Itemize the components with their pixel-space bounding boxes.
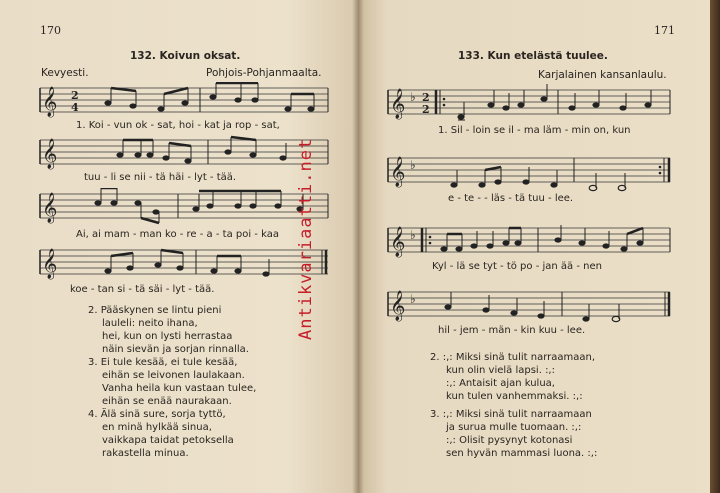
verse-line: kun tulen vanhemmaksi. :,: [446,391,583,402]
lyric-line: e - te - - läs - tä tuu - lee. [448,193,574,204]
song-title: 133. Kun etelästä tuulee. [458,50,608,62]
page-number: 170 [40,24,61,37]
verse-line: 3. :,: Miksi sinä tulit narraamaan [430,409,592,420]
svg-text:2: 2 [422,103,430,116]
lyric-line: Kyl - lä se tyt - tö po - jan ää - nen [432,261,602,272]
book-gutter [352,0,364,493]
verse-block [88,304,249,356]
treble-clef-icon: 𝄞 [390,291,406,321]
verse-line: 4. Älä sinä sure, sorja tyttö, [88,409,226,420]
music-staff [386,84,676,122]
treble-clef-icon: 𝄞 [390,227,406,257]
flat-icon: ♭ [410,292,416,306]
verse-line: rakastella minua. [102,448,189,459]
verse-block [88,408,234,460]
treble-clef-icon: 𝄞 [42,87,58,117]
lyric-line: Ai, ai mam - man ko - re - a - ta poi - kaa [76,229,279,240]
lyric-line: koe - tan si - tä säi - lyt - tää. [70,284,215,295]
svg-text:4: 4 [71,101,79,114]
music-staff [38,134,330,172]
flat-icon: ♭ [410,158,416,172]
verse-line: kun olin vielä lapsi. :,: [446,365,555,376]
verse-line: eihän se leivonen laulakaan. [102,370,245,381]
treble-clef-icon: 𝄞 [42,249,58,279]
left-page [0,0,358,493]
music-staff [38,244,330,282]
book-edge [710,0,720,493]
lyric-line: 1. Sil - loin se il - ma läm - min on, kun [438,125,631,136]
verse-line: ja surua mulle tuomaan. :,: [446,422,582,433]
song-origin: Pohjois-Pohjanmaalta. [206,67,322,79]
treble-clef-icon: 𝄞 [390,157,406,187]
right-page [358,0,720,493]
verse-line: 2. :,: Miksi sinä tulit narraamaan, [430,352,596,363]
music-staff [386,286,676,326]
verse-line: en minä hylkää sinua, [102,422,212,433]
music-staff [386,152,676,192]
verse-line: sen hyvän mammasi luona. :,: [446,448,598,459]
verse-line: :,: Olisit pysynyt kotonasi [446,435,573,446]
music-staff [386,222,676,260]
treble-clef-icon: 𝄞 [42,139,58,169]
verse-line: 3. Ei tule kesää, ei tule kesää, [88,357,238,368]
verse-block [88,356,256,408]
svg-text:2: 2 [71,89,79,102]
treble-clef-icon: 𝄞 [390,89,406,119]
song-title: 132. Koivun oksat. [130,50,241,62]
verse-block [430,351,595,403]
lyric-line: hil - jem - män - kin kuu - lee. [438,325,586,336]
verse-block [430,408,597,460]
verse-line: 2. Pääskynen se lintu pieni [88,305,222,316]
music-staff [38,188,330,226]
flat-icon: ♭ [410,228,416,242]
lyric-line: 1. Koi - vun ok - sat, hoi - kat ja rop - sat, [76,120,280,131]
verse-line: näin sievän ja sorjan rinnalla. [102,344,249,355]
treble-clef-icon: 𝄞 [42,193,58,223]
tempo-marking: Kevyesti. [41,67,89,79]
music-staff [38,82,330,120]
verse-line: vaikkapa taidat petoksella [102,435,234,446]
song-origin: Karjalainen kansanlaulu. [538,69,667,81]
lyric-line: tuu - li se nii - tä häi - lyt - tää. [84,172,237,183]
verse-line: eihän se enää naurakaan. [102,396,232,407]
page-number: 171 [654,24,675,37]
svg-text:2: 2 [422,91,430,104]
verse-line: :,: Antaisit ajan kulua, [446,378,555,389]
watermark: Antikvariaatti.net [296,137,316,340]
flat-icon: ♭ [410,90,416,104]
verse-line: hei, kun on lysti herrastaa [102,331,233,342]
verse-line: lauleli: neito ihana, [102,318,198,329]
verse-line: Vanha heila kun vastaan tulee, [102,383,257,394]
